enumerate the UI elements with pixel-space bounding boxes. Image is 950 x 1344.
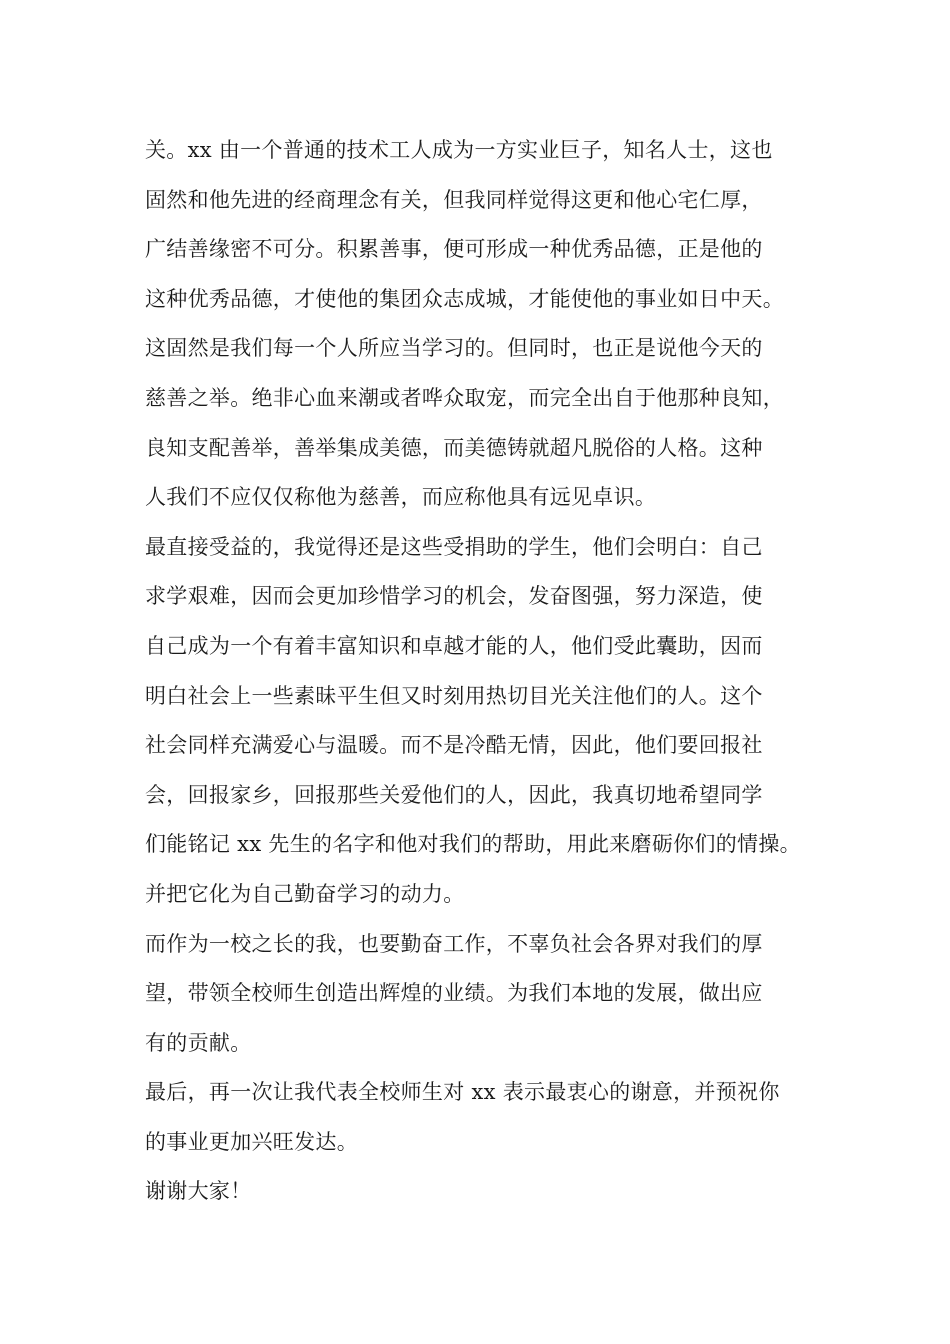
text-line: 并把它化为自己勤奋学习的动力。: [145, 881, 465, 906]
text-line: 明白社会上一些素昧平生但又时刻用热切目光关注他们的人。这个: [145, 683, 763, 708]
text-line: 这种优秀品德，才使他的集团众志成城，才能使他的事业如日中天。: [145, 286, 784, 311]
text-line: 固然和他先进的经商理念有关，但我同样觉得这更和他心宅仁厚，: [145, 187, 763, 212]
text-line: 而作为一校之长的我，也要勤奋工作，不辜负社会各界对我们的厚: [145, 931, 763, 956]
text-line: 求学艰难，因而会更加珍惜学习的机会，发奋图强，努力深造，使: [145, 584, 763, 609]
text-line: 广结善缘密不可分。积累善事，便可形成一种优秀品德，正是他的: [145, 237, 763, 262]
text-line: 会，回报家乡，回报那些关爱他们的人，因此，我真切地希望同学: [145, 782, 763, 807]
text-line: 这固然是我们每一个人所应当学习的。但同时，也正是说他今天的: [145, 336, 763, 361]
text-line: 慈善之举。绝非心血来潮或者哗众取宠，而完全出自于他那种良知，: [145, 385, 784, 410]
text-line: 良知支配善举，善举集成美德，而美德铸就超凡脱俗的人格。这种: [145, 435, 763, 460]
text-line: 有的贡献。: [145, 1030, 252, 1055]
text-line: 们能铭记 xx 先生的名字和他对我们的帮助，用此来磨砺你们的情操。: [145, 832, 801, 857]
document-body: [145, 126, 825, 1217]
text-line: 最直接受益的，我觉得还是这些受捐助的学生，他们会明白：自己: [145, 534, 763, 559]
text-line: 谢谢大家！: [145, 1179, 252, 1204]
text-line: 关。xx 由一个普通的技术工人成为一方实业巨子，知名人士，这也: [145, 138, 773, 162]
text-line: 社会同样充满爱心与温暖。而不是冷酷无情，因此，他们要回报社: [145, 733, 763, 758]
text-line: 的事业更加兴旺发达。: [145, 1129, 358, 1154]
text-line: 自己成为一个有着丰富知识和卓越才能的人，他们受此囊助，因而: [145, 633, 763, 658]
text-line: 人我们不应仅仅称他为慈善，而应称他具有远见卓识。: [145, 485, 657, 510]
text-line: 望，带领全校师生创造出辉煌的业绩。为我们本地的发展，做出应: [145, 981, 763, 1006]
text-line: 最后，再一次让我代表全校师生对 xx 表示最衷心的谢意，并预祝你: [145, 1080, 780, 1105]
